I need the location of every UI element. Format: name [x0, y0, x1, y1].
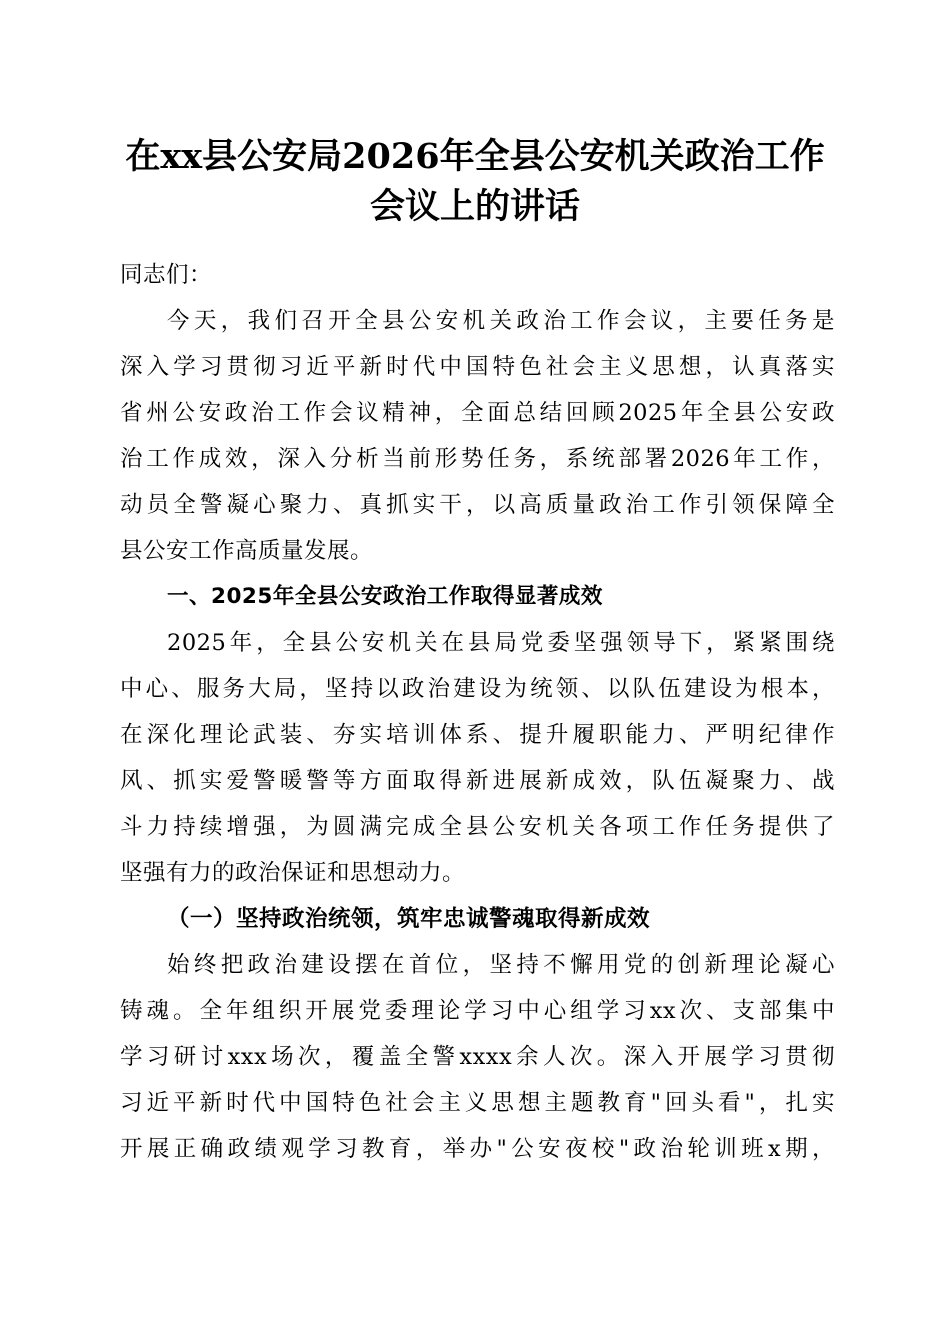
- intro-line: 省州公安政治工作会议精神，全面总结回顾2025年全县公安政: [120, 400, 835, 426]
- intro-line: 今天，我们召开全县公安机关政治工作会议，主要任务是: [167, 308, 835, 334]
- section-line: 中心、服务大局，坚持以政治建设为统领、以队伍建设为根本，: [120, 676, 835, 702]
- intro-line: 深入学习贯彻习近平新时代中国特色社会主义思想，认真落实: [120, 354, 835, 380]
- subsection-line: 始终把政治建设摆在首位，坚持不懈用党的创新理论凝心: [167, 952, 835, 978]
- intro-line: 治工作成效，深入分析当前形势任务，系统部署2026年工作，: [120, 446, 835, 472]
- subsection-line: 开展正确政绩观学习教育，举办"公安夜校"政治轮训班x期，: [120, 1136, 835, 1162]
- salutation: 同志们：: [120, 262, 213, 288]
- section-line: 斗力持续增强，为圆满完成全县公安机关各项工作任务提供了: [120, 814, 835, 840]
- title-line-2: 会议上的讲话: [369, 186, 580, 227]
- section-line: 在深化理论武装、夯实培训体系、提升履职能力、严明纪律作: [120, 722, 835, 748]
- subsection-line: 铸魂。全年组织开展党委理论学习中心组学习xx次、支部集中: [120, 998, 835, 1024]
- subsection-heading: （一）坚持政治统领，筑牢忠诚警魂取得新成效: [167, 906, 651, 932]
- section-line: 坚强有力的政治保证和思想动力。: [120, 860, 466, 886]
- subsection-line: 习近平新时代中国特色社会主义思想主题教育"回头看"，扎实: [120, 1090, 835, 1116]
- section-line: 2025年，全县公安机关在县局党委坚强领导下，紧紧围绕: [167, 630, 835, 656]
- intro-line: 动员全警凝心聚力、真抓实干，以高质量政治工作引领保障全: [120, 492, 835, 518]
- section-heading: 一、2025年全县公安政治工作取得显著成效: [167, 584, 603, 609]
- title-line-1: 在xx县公安局2026年全县公安机关政治工作: [125, 136, 825, 177]
- section-line: 风、抓实爱警暖警等方面取得新进展新成效，队伍凝聚力、战: [120, 768, 835, 794]
- intro-line: 县公安工作高质量发展。: [120, 538, 374, 564]
- document-body: [120, 252, 835, 1172]
- document-title: [100, 132, 850, 232]
- subsection-line: 学习研讨xxx场次，覆盖全警xxxx余人次。深入开展学习贯彻: [120, 1044, 835, 1070]
